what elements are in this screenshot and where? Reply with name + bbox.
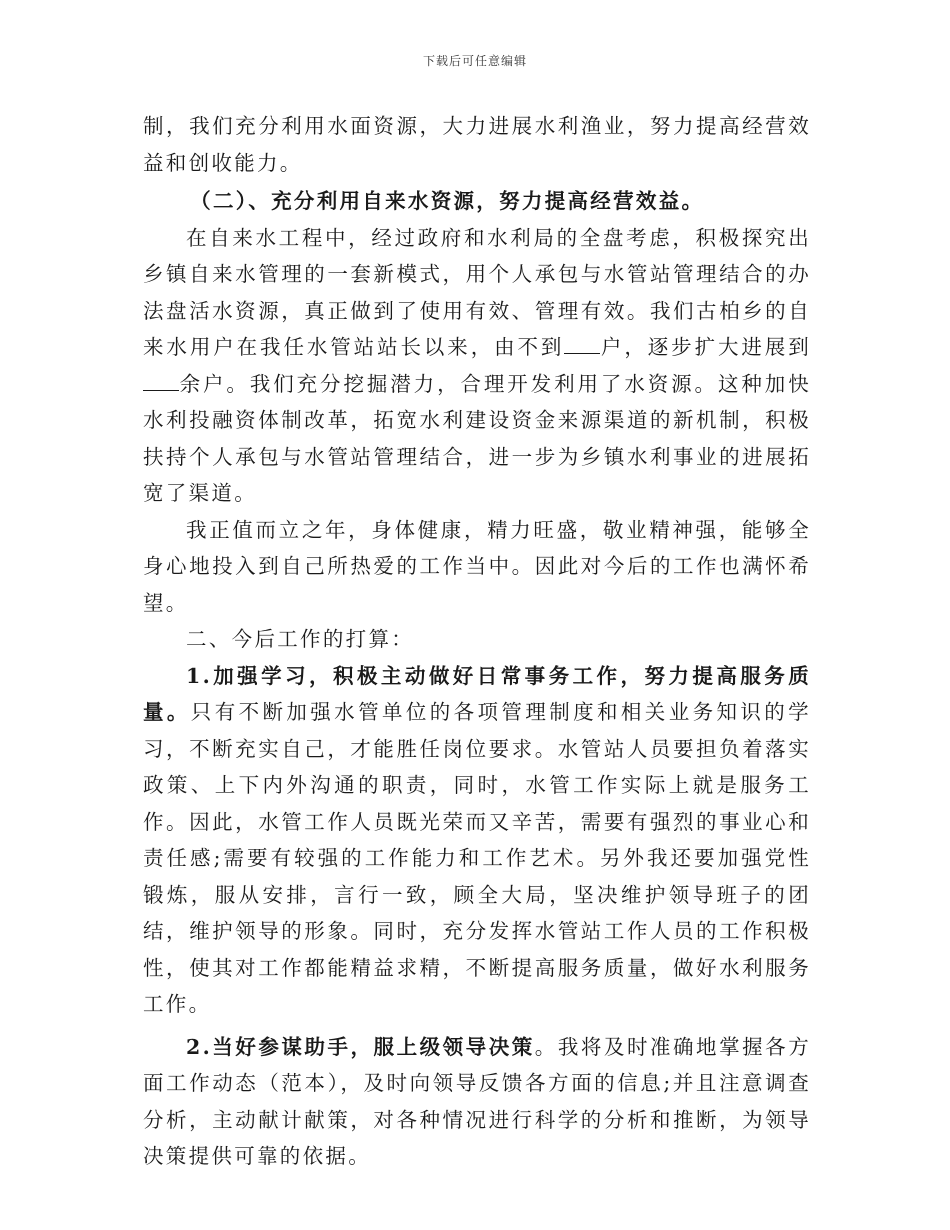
paragraph-3-part-b: 户，逐步扩大进展到 (600, 335, 811, 359)
paragraph-7-lead: 2.当好参谋助手，服上级领导决策 (186, 1034, 535, 1059)
page-header: 下载后可任意编辑 (422, 54, 527, 68)
paragraph-7 (143, 1029, 811, 1175)
paragraph-6-lead: 1.加强学习，积极主动做好日常事务工作，努力提高服务质量。 (143, 663, 811, 724)
section-heading-plans: 二、今后工作的打算： (186, 627, 415, 651)
document-body (143, 108, 811, 1175)
blank-field-1 (564, 333, 600, 354)
paragraph-3 (143, 220, 811, 512)
blank-field-2 (143, 370, 179, 391)
paragraph-4: 我正值而立之年，身体健康，精力旺盛，敬业精神强，能够全身心地投入到自己所热爱的工作当中。因此对今后的工作也满怀希望。 (143, 517, 811, 615)
paragraph-7-body: 。我将及时准确地掌握各方面工作动态（范本），及时向领导反馈各方面的信息;并且注意调查分析，主动献计献策，对各种情况进行科学的分析和推断，为领导决策提供可靠的依据。 (143, 1034, 811, 1168)
paragraph-6 (143, 658, 811, 1023)
paragraph-3-part-c: 余户。我们充分挖掘潜力，合理开发利用了水资源。这种加快水利投融资体制改革，拓宽水利建设资金来源渠道的新机制，积极扶持个人承包与水管站管理结合，进一步为乡镇水利事业的进展拓宽了渠道。 (143, 371, 811, 505)
section-heading-2: （二）、充分利用自来水资源，努力提高经营效益。 (190, 189, 705, 213)
paragraph-1: 制，我们充分利用水面资源，大力进展水利渔业，努力提高经营效益和创收能力。 (143, 114, 811, 175)
paragraph-3-part-a: 在自来水工程中，经过政府和水利局的全盘考虑，积极探究出乡镇自来水管理的一套新模式，用个人承包与水管站管理结合的办法盘活水资源，真正做到了使用有效、管理有效。我们古柏乡的自来水用户在我任水管站站长以来，由不到 (143, 225, 811, 359)
paragraph-6-body: 只有不断加强水管单位的各项管理制度和相关业务知识的学习，不断充实自己，才能胜任岗位要求。水管站人员要担负着落实政策、上下内外沟通的职责，同时，水管工作实际上就是服务工作。因此，水管工作人员既光荣而又辛苦，需要有强烈的事业心和责任感;需要有较强的工作能力和工作艺术。另外我还要加强党性锻炼，服从安排，言行一致，顾全大局，坚决维护领导班子的团结，维护领导的形象。同时，充分发挥水管站工作人员的工作积极性，使其对工作都能精益求精，不断提高服务质量，做好水利服务工作。 (143, 700, 811, 1016)
